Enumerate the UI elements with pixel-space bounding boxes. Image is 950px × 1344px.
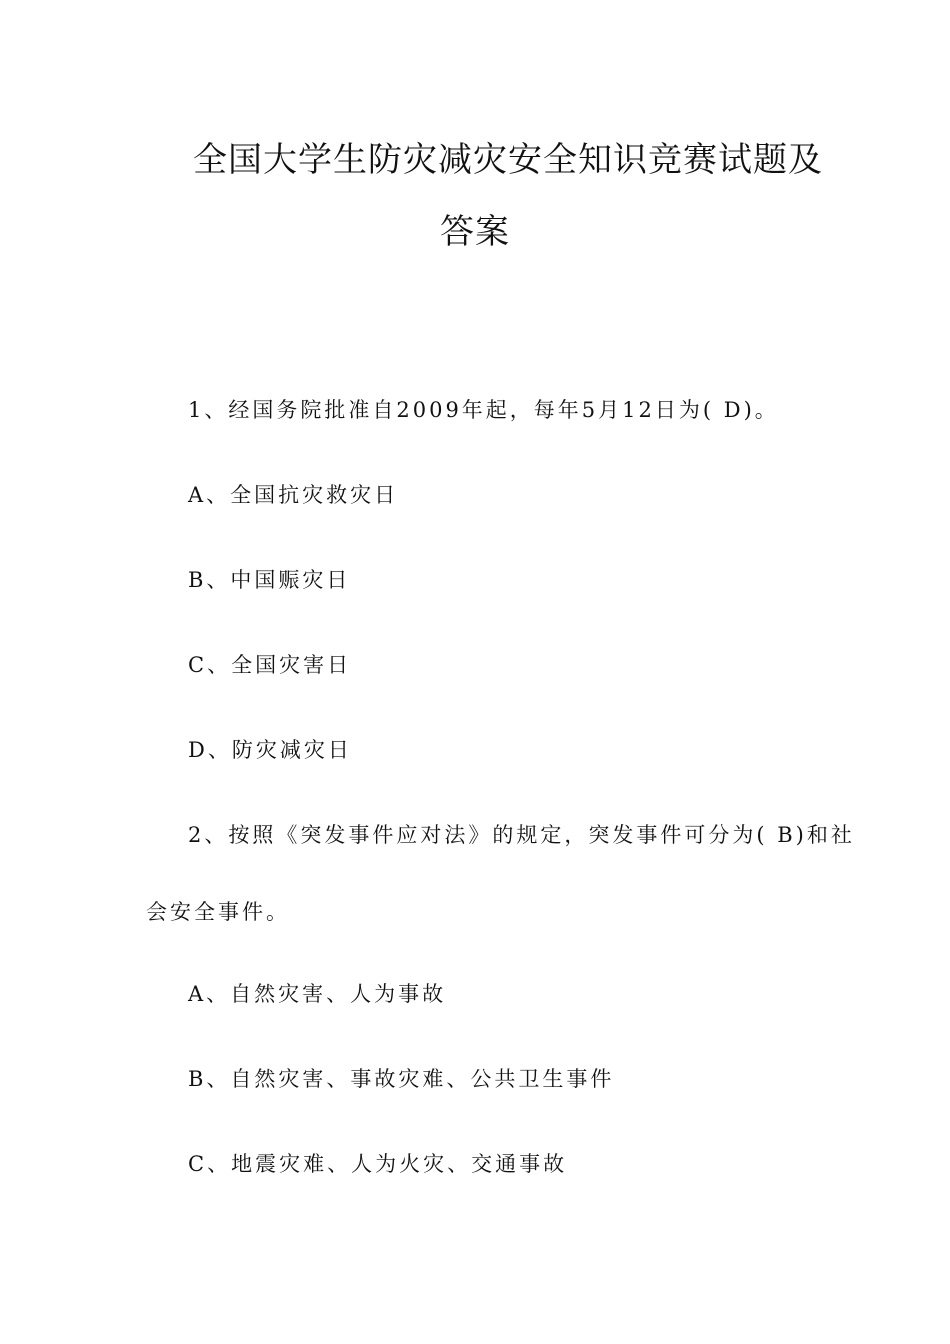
document-title-line-2: 答案 (440, 212, 510, 252)
question-1-text: 1、经国务院批准自2009年起，每年5月12日为( D)。 (188, 398, 779, 422)
question-1-option-d: D、防灾减灾日 (188, 738, 352, 762)
question-2-option-c: C、地震灾难、人为火灾、交通事故 (188, 1152, 568, 1176)
question-2-option-b: B、自然灾害、事故灾难、公共卫生事件 (188, 1067, 615, 1091)
question-1-option-a: A、全国抗灾救灾日 (188, 483, 399, 507)
question-2-option-a: A、自然灾害、人为事故 (188, 982, 447, 1006)
question-2-text: 2、按照《突发事件应对法》的规定，突发事件可分为( B)和社 (188, 823, 855, 847)
question-1-option-c: C、全国灾害日 (188, 653, 352, 677)
document-title-line-1: 全国大学生防灾减灾安全知识竞赛试题及 (193, 140, 823, 180)
question-2-text-continued: 会安全事件。 (146, 900, 290, 924)
question-1-option-b: B、中国赈灾日 (188, 568, 351, 592)
